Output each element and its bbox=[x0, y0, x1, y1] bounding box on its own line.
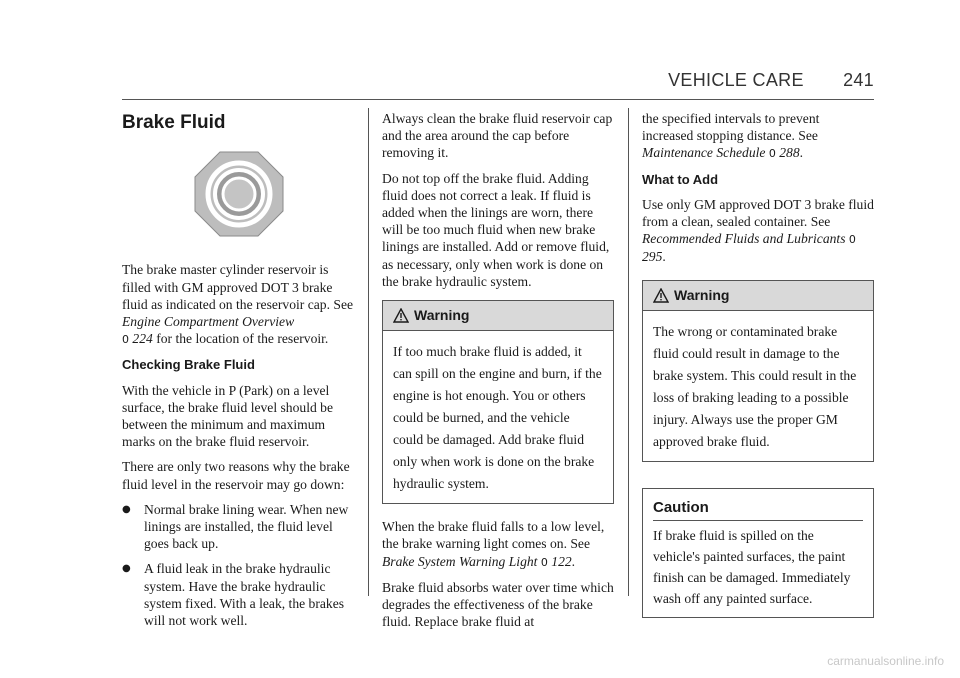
bullet-icon: ● bbox=[122, 563, 131, 575]
caution-body: If brake fluid is spilled on the vehicle's painted surfaces, the paint finish can be damaged. Immediately wash off any painted surface. bbox=[653, 528, 851, 607]
page-ref-number[interactable]: 295 bbox=[642, 249, 663, 265]
warning-title: Warning bbox=[414, 307, 470, 324]
warning-box bbox=[642, 280, 874, 462]
page-ref-arrow: 0 bbox=[768, 147, 776, 161]
cross-reference-link[interactable]: Maintenance Schedule bbox=[642, 145, 766, 161]
column-2 bbox=[382, 110, 614, 638]
warning-triangle-icon bbox=[653, 288, 669, 303]
section-title: VEHICLE CARE bbox=[668, 70, 804, 90]
subheading: Checking Brake Fluid bbox=[122, 357, 255, 373]
list-item-text: Normal brake lining wear. When new linings are installed, the fluid level goes back up. bbox=[144, 501, 349, 552]
list-item bbox=[122, 560, 356, 629]
warning-box bbox=[382, 300, 614, 504]
text: the specified intervals to prevent increased stopping distance. See bbox=[642, 111, 820, 144]
paragraph bbox=[642, 196, 874, 266]
warning-body: The wrong or contaminated brake fluid could result in damage to the brake system. This could result in the loss of braking leading to a possible injury. Always use the proper GM approved brake fluid. bbox=[653, 323, 857, 449]
text: . bbox=[662, 249, 666, 265]
bullet-list bbox=[122, 501, 356, 629]
column-divider bbox=[368, 108, 369, 596]
paragraph: Do not top off the brake fluid. Adding fluid does not correct a leak. If fluid is added when the linings are worn, there will be too much fluid when new brake linings are installed. Add or remove fluid, as necessary, only when work is done on the brake hydraulic system. bbox=[382, 170, 610, 289]
text: The brake master cylinder reservoir is filled with GM approved DOT 3 brake fluid as indicated on the reservoir cap. See bbox=[122, 262, 354, 312]
page-number: 241 bbox=[843, 70, 874, 90]
page-ref-arrow: 0 bbox=[122, 333, 129, 347]
subheading: What to Add bbox=[642, 171, 719, 187]
warning-header bbox=[383, 301, 613, 331]
page-ref-number[interactable]: 122 bbox=[551, 553, 572, 569]
cross-reference-link[interactable]: Brake System Warning Light bbox=[382, 553, 538, 569]
section-heading: Brake Fluid bbox=[122, 112, 226, 133]
paragraph: Brake fluid absorbs water over time which degrades the effectiveness of the brake fluid. Replace brake fluid at bbox=[382, 579, 614, 630]
column-3 bbox=[642, 110, 874, 632]
caution-header bbox=[643, 489, 873, 520]
paragraph: There are only two reasons why the brake fluid level in the reservoir may go down: bbox=[122, 459, 350, 492]
page-ref-number[interactable]: 288 bbox=[779, 145, 800, 161]
cross-reference-link[interactable]: Recommended Fluids and Lubricants bbox=[642, 231, 846, 247]
paragraph: With the vehicle in P (Park) on a level surface, the brake fluid level should be between the minimum and maximum marks on the brake fluid reservoir. bbox=[122, 382, 334, 450]
bullet-icon: ● bbox=[122, 503, 131, 515]
warning-header bbox=[643, 281, 873, 311]
brake-fluid-reservoir-icon bbox=[194, 151, 284, 237]
column-1 bbox=[122, 110, 356, 637]
page-header bbox=[668, 70, 874, 91]
paragraph bbox=[642, 110, 874, 163]
cross-reference-link[interactable]: Engine Compartment Overview bbox=[122, 314, 295, 330]
column-divider bbox=[628, 108, 629, 596]
page-ref-arrow: 0 bbox=[848, 233, 856, 247]
page-ref-arrow: 0 bbox=[540, 555, 548, 569]
text: . bbox=[799, 145, 804, 161]
caution-title: Caution bbox=[653, 498, 709, 516]
page-ref-number[interactable]: 224 bbox=[132, 331, 153, 347]
list-item bbox=[122, 501, 356, 553]
icon-container bbox=[122, 151, 356, 241]
list-item-text: A fluid leak in the brake hydraulic system. Have the brake hydraulic system fixed. With a leak, the brakes will not work well. bbox=[144, 561, 345, 629]
text: Use only GM approved DOT 3 brake fluid from a clean, sealed container. See bbox=[642, 196, 874, 230]
header-rule bbox=[122, 99, 874, 100]
text: When the brake fluid falls to a low level, the brake warning light comes on. See bbox=[382, 519, 605, 552]
text: . bbox=[571, 553, 576, 569]
caution-box bbox=[642, 488, 874, 618]
warning-body: If too much brake fluid is added, it can spill on the engine and burn, if the engine is hot enough. You or others could be burned, and the vehicle could be damaged. Add brake fluid only when work is done on the brake hydraulic system. bbox=[393, 344, 602, 492]
paragraph: Always clean the brake fluid reservoir cap and the area around the cap before removing it. bbox=[382, 111, 613, 161]
warning-title: Warning bbox=[674, 286, 730, 303]
warning-triangle-icon bbox=[393, 308, 409, 323]
watermark: carmanualsonline.info bbox=[827, 654, 944, 668]
text: for the location of the reservoir. bbox=[152, 331, 329, 347]
intro-paragraph bbox=[122, 261, 356, 348]
paragraph bbox=[382, 518, 614, 571]
